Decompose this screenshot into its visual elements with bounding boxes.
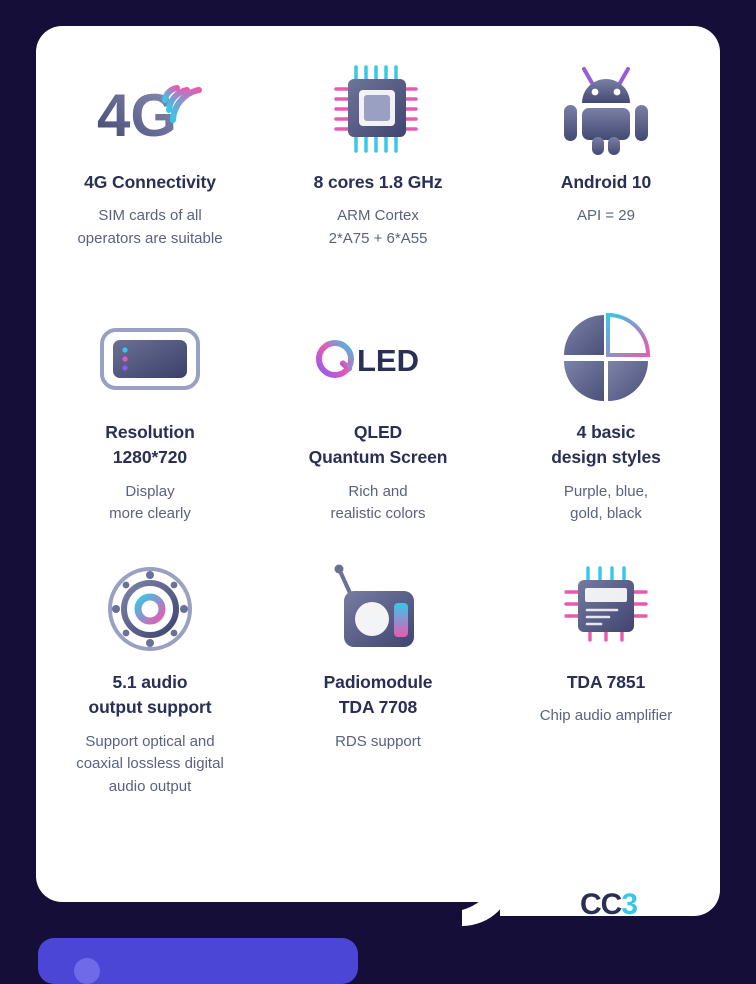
cpu-chip-icon	[330, 54, 426, 164]
feature-item-design-styles	[492, 304, 720, 554]
brand-logo	[580, 888, 637, 922]
screen-resolution-icon	[99, 304, 201, 414]
feature-title: Padiomodule TDA 7708	[323, 672, 433, 718]
feature-item-audio-output	[36, 554, 264, 834]
feature-subtitle: ARM Cortex 2*A75 + 6*A55	[328, 207, 428, 247]
feature-title: Resolution 1280*720	[105, 422, 195, 468]
feature-subtitle: Rich and realistic colors	[330, 482, 426, 523]
feature-item-android	[492, 54, 720, 304]
brand-logo-cc: CC	[580, 888, 622, 921]
feature-subtitle: Chip audio amplifier	[539, 707, 673, 725]
feature-subtitle: RDS support	[335, 732, 421, 750]
radio-icon	[328, 554, 428, 664]
feature-item-radio-module	[264, 554, 492, 834]
svg-text:4G: 4G	[97, 82, 178, 149]
design-styles-icon	[558, 304, 654, 414]
feature-subtitle: Display more clearly	[109, 482, 191, 523]
feature-subtitle: Support optical and coaxial lossless digital audio output	[76, 732, 224, 795]
feature-item-4g-connectivity	[36, 54, 264, 304]
feature-item-resolution	[36, 304, 264, 554]
feature-item-cpu	[264, 54, 492, 304]
feature-item-amplifier	[492, 554, 720, 834]
feature-grid	[36, 26, 720, 902]
speaker-icon	[104, 554, 196, 664]
feature-item-qled	[264, 304, 492, 554]
bottom-bar-dot	[74, 958, 100, 984]
feature-title: 4G Connectivity	[84, 172, 216, 192]
feature-title: 8 cores 1.8 GHz	[313, 172, 443, 192]
feature-title: TDA 7851	[566, 672, 646, 692]
feature-title: Android 10	[560, 172, 652, 192]
feature-title: 5.1 audio output support	[88, 672, 212, 718]
feature-title: 4 basic design styles	[551, 422, 661, 468]
4g-signal-icon	[95, 54, 205, 164]
feature-subtitle: Purple, blue, gold, black	[563, 482, 649, 523]
android-robot-icon	[556, 54, 656, 164]
feature-subtitle: SIM cards of all operators are suitable	[77, 207, 223, 247]
feature-title: QLED Quantum Screen	[308, 422, 448, 468]
amplifier-chip-icon	[560, 554, 652, 664]
qled-logo-icon	[313, 304, 443, 414]
brand-logo-three: 3	[621, 888, 638, 921]
svg-text:LED: LED	[357, 343, 419, 378]
feature-subtitle: API = 29	[577, 207, 635, 225]
